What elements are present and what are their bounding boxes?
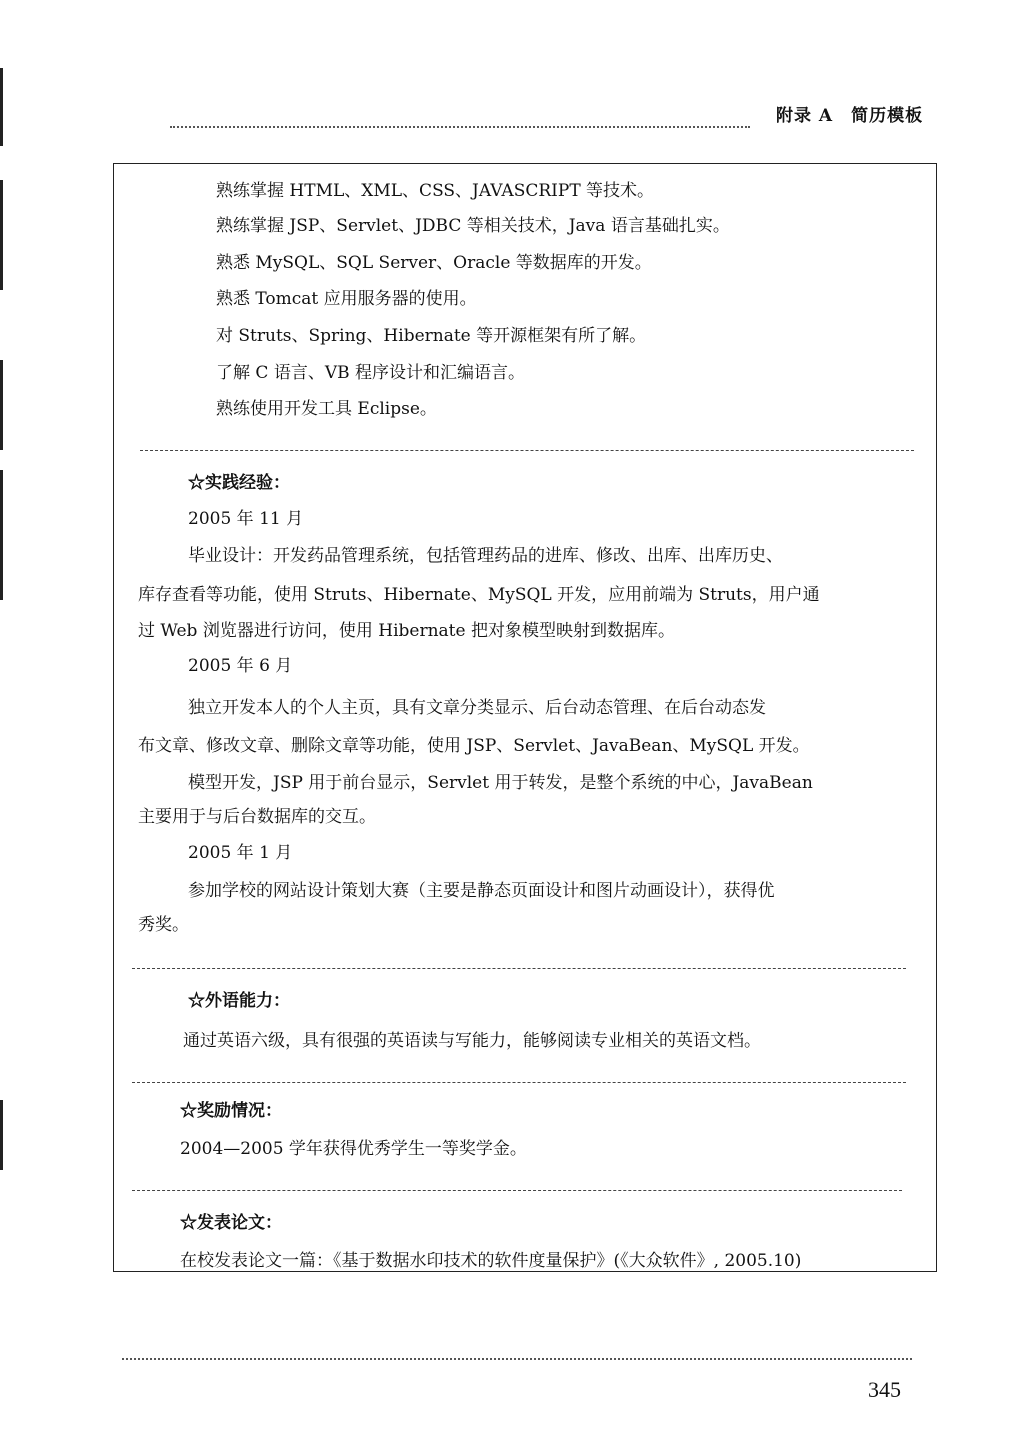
scan-edge-mark	[0, 180, 3, 290]
practice-line: 独立开发本人的个人主页，具有文章分类显示、后台动态管理、在后台动态发	[188, 698, 766, 718]
language-text: 通过英语六级，具有很强的英语读与写能力，能够阅读专业相关的英语文档。	[183, 1031, 761, 1051]
page-number: 345	[868, 1377, 901, 1402]
scan-edge-mark	[0, 1100, 3, 1170]
skill-line: 熟练使用开发工具 Eclipse。	[216, 399, 437, 419]
awards-heading: ☆奖励情况：	[180, 1101, 282, 1121]
skill-line: 了解 C 语言、VB 程序设计和汇编语言。	[216, 363, 525, 383]
papers-heading: ☆发表论文：	[180, 1213, 282, 1233]
practice-line: 2005 年 1 月	[188, 843, 293, 863]
papers-text: 在校发表论文一篇：《基于数据水印技术的软件度量保护》(《大众软件》, 2005.10)	[180, 1251, 802, 1271]
scan-edge-mark	[0, 360, 3, 450]
running-header: 附录 A 简历模板	[776, 106, 924, 126]
awards-text: 2004—2005 学年获得优秀学生一等奖学金。	[180, 1139, 527, 1159]
skill-line: 熟练掌握 HTML、XML、CSS、JAVASCRIPT 等技术。	[216, 181, 655, 201]
practice-line: 秀奖。	[138, 915, 189, 935]
practice-line: 库存查看等功能，使用 Struts、Hibernate、MySQL 开发，应用前端为 Struts，用户通	[138, 585, 820, 605]
practice-line: 毕业设计：开发药品管理系统，包括管理药品的进库、修改、出库、出库历史、	[188, 546, 783, 566]
section-divider	[132, 1190, 902, 1191]
practice-line: 主要用于与后台数据库的交互。	[138, 807, 376, 827]
section-divider	[132, 968, 906, 969]
skill-line: 熟练掌握 JSP、Servlet、JDBC 等相关技术，Java 语言基础扎实。	[216, 216, 730, 236]
language-heading: ☆外语能力：	[188, 991, 290, 1011]
practice-line: 布文章、修改文章、删除文章等功能，使用 JSP、Servlet、JavaBean、MySQL 开发。	[138, 736, 810, 756]
practice-line: 过 Web 浏览器进行访问，使用 Hibernate 把对象模型映射到数据库。	[138, 621, 675, 641]
practice-line: 2005 年 11 月	[188, 509, 304, 529]
skill-line: 熟悉 MySQL、SQL Server、Oracle 等数据库的开发。	[216, 253, 652, 273]
section-divider	[140, 450, 914, 451]
practice-line: 模型开发，JSP 用于前台显示，Servlet 用于转发，是整个系统的中心，JavaBean	[188, 773, 813, 793]
scan-edge-mark	[0, 68, 3, 146]
practice-line: 参加学校的网站设计策划大赛（主要是静态页面设计和图片动画设计），获得优	[188, 881, 775, 901]
scan-edge-mark	[0, 470, 3, 600]
header-rule	[170, 126, 750, 128]
skill-line: 对 Struts、Spring、Hibernate 等开源框架有所了解。	[216, 326, 647, 346]
skill-line: 熟悉 Tomcat 应用服务器的使用。	[216, 289, 477, 309]
section-divider	[132, 1082, 906, 1083]
footer-rule	[122, 1358, 912, 1360]
practice-heading: ☆实践经验：	[188, 473, 290, 493]
practice-line: 2005 年 6 月	[188, 656, 293, 676]
